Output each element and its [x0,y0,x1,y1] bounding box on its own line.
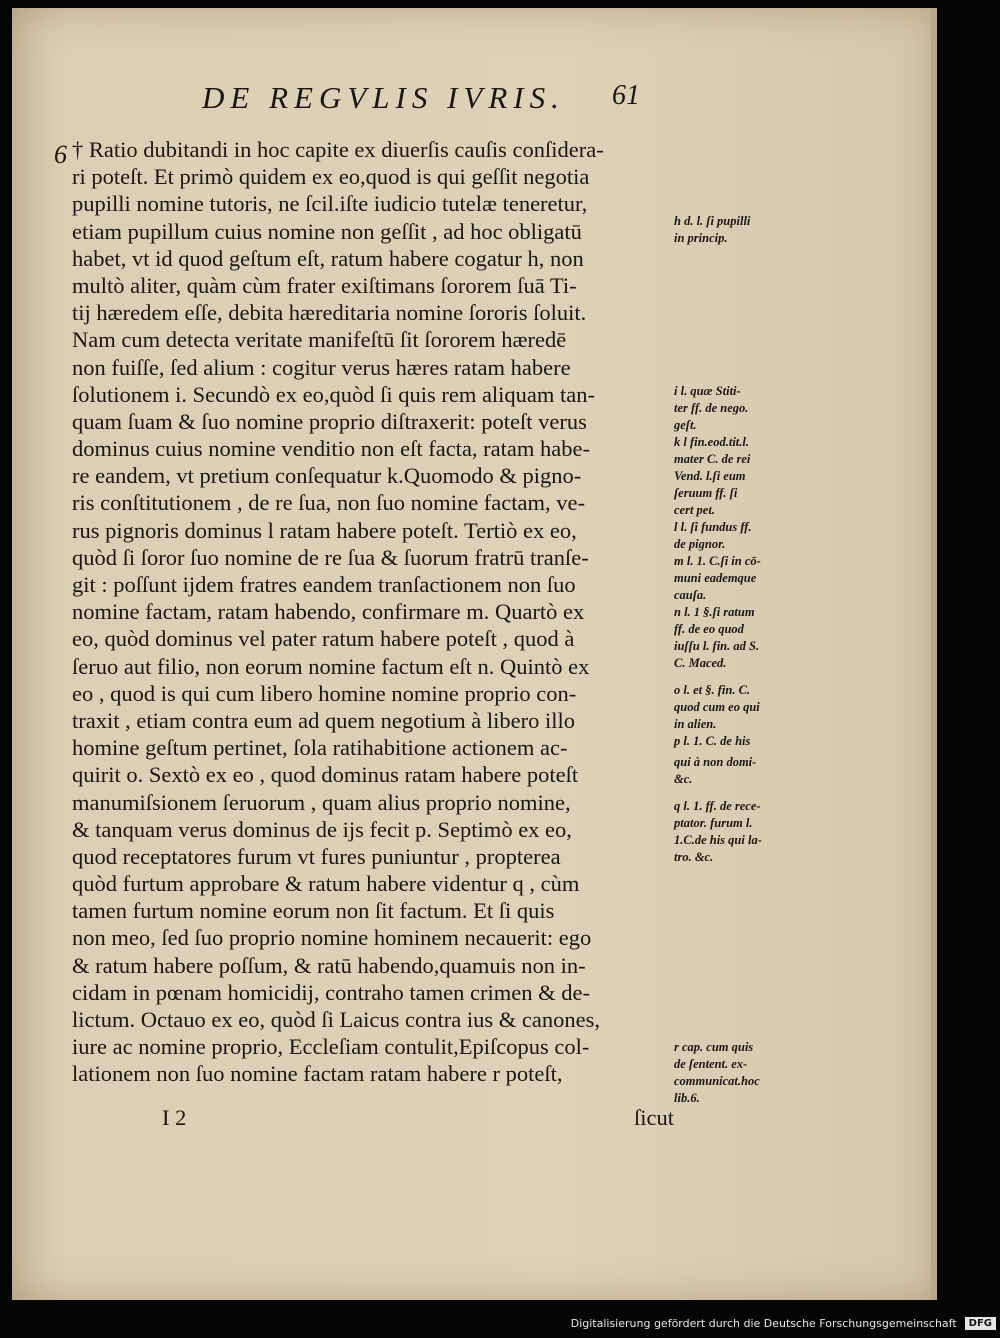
margin-note: Vend. l.ſi eum [674,469,746,483]
page-number: 61 [612,80,640,111]
margin-note: i l. quæ Stiti- [674,384,741,398]
catchword: ſicut [634,1105,674,1130]
page-edge [931,8,937,1300]
text-line: git : poſſunt ijdem fratres eandem tranſactionem non ſuo [72,572,576,597]
text-line: lictum. Octauo ex eo, quòd ſi Laicus contra ius & canones, [72,1007,600,1032]
margin-note: ſeruum ff. ſi [674,486,738,500]
footer-credit: Digitalisierung gefördert durch die Deutsche Forschungsgemeinschaft [570,1316,957,1330]
book-page [12,8,937,1300]
text-line: ſolutionem i. Secundò ex eo,quòd ſi quis rem aliquam tan- [72,381,596,407]
text-line: eo , quod is qui cum libero homine nomine proprio con- [72,680,577,706]
text-line: pupilli nomine tutoris, ne ſcil.iſte iudicio tutelæ teneretur, [72,191,588,217]
margin-note: C. Maced. [674,656,727,670]
margin-note: 1.C.de his qui la- [674,832,762,847]
text-line: cidam in pœnam homicidij, contraho tamen crimen & de- [72,979,590,1005]
text-line: dominus cuius nomine venditio non eſt facta, ratam habe- [72,436,590,462]
margin-note: ptator. furum l. [674,815,753,830]
text-line: ris conſtitutionem , de re ſua, non ſuo nomine factam, ve- [72,490,585,516]
dfg-logo: DFG [965,1317,996,1330]
footer-bar [571,1308,1000,1338]
text-line: ſeruo aut filio, non eorum nomine factum eſt n. Quintò ex [72,653,590,679]
text-line: Nam cum detecta veritate manifeſtū ſit ſororem hæredē [72,327,567,353]
margin-note: q l. 1. ff. de rece- [674,798,761,813]
text-line: quòd furtum approbare & ratum habere videntur q , cùm [72,871,580,897]
text-line: ri poteſt. Et primò quidem ex eo,quod is qui geſſit negotia [72,164,590,190]
margin-note: in alien. [674,717,717,732]
text-line: non fuiſſe, ſed alium : cogitur verus hæres ratam habere [72,354,571,380]
text-line: iure ac nomine proprio, Eccleſiam contulit,Epiſcopus col- [72,1034,590,1060]
margin-note: de pignor. [674,537,726,551]
text-line: nomine factam, ratam habendo, confirmare m. Quartò ex [72,599,585,625]
body-text [72,136,682,1088]
text-line: lationem non ſuo nomine factam ratam habere r poteſt, [72,1061,563,1087]
text-line: eo, quòd dominus vel pater ratum habere poteſt , quod à [72,626,575,652]
margin-note: in princip. [674,231,728,245]
margin-note: mater C. de rei [674,452,751,466]
margin-note: iuſſu l. fin. ad S. [674,639,760,653]
text-line: multò aliter, quàm cùm frater exiſtimans ſororem ſuā Ti- [72,272,577,298]
text-line: etiam pupillum cuius nomine non geſſit , ad hoc obligatū [72,218,582,244]
margin-note: cauſa. [674,588,707,602]
margin-note: quod cum eo qui [674,700,760,715]
margin-note: &c. [674,771,693,786]
margin-note: ff. de eo quod [674,622,744,636]
margin-note: de ſentent. ex- [674,1057,748,1072]
margin-note: p l. 1. C. de his [674,734,751,749]
text-line: manumiſsionem ſeruorum , quam alius proprio nomine, [72,789,571,815]
margin-note: geſt. [674,418,697,432]
margin-note: communicat.hoc [674,1074,760,1089]
margin-note: h d. l. ſi pupilli [674,214,751,228]
section-number: 6 [54,140,67,169]
text-line: quam ſuam & ſuo nomine proprio diſtraxerit: poteſt verus [72,408,587,434]
text-line: † Ratio dubitandi in hoc capite ex diuerſis cauſis conſidera- [72,137,604,162]
margin-note: qui à non domi- [674,754,757,769]
text-line: quirit o. Sextò ex eo , quod dominus ratam habere poteſt [72,762,579,788]
margin-note: r cap. cum quis [674,1040,754,1055]
margin-note: tro. &c. [674,849,714,864]
margin-note: k l fin.eod.tit.l. [674,435,749,449]
text-line: homine geſtum pertinet, ſola ratihabitione actionem ac- [72,735,568,761]
text-line: & ratum habere poſſum, & ratū habendo,quamuis non in- [72,952,586,978]
text-line: rus pignoris dominus l ratam habere poteſt. Tertiò ex eo, [72,517,577,543]
text-line: & tanquam verus dominus de ijs fecit p. Septimò ex eo, [72,816,572,842]
margin-note: n l. 1 §.ſi ratum [674,605,755,619]
margin-note: cert pet. [674,503,715,517]
text-line: tij hæredem eſſe, debita hæreditaria nomine ſororis ſoluit. [72,300,587,326]
margin-note: l l. ſi fundus ff. [674,520,752,534]
text-line: non meo, ſed ſuo proprio nomine hominem necauerit: ego [72,925,592,951]
margin-note: lib.6. [674,1091,700,1106]
text-line: quòd ſi ſoror ſuo nomine de re ſua & ſuorum fratrū tranſe- [72,544,589,570]
text-line: traxit , etiam contra eum ad quem negotium à libero illo [72,707,575,733]
running-head: DE REGVLIS IVRIS. [202,80,565,115]
text-line: tamen furtum nomine eorum non ſit factum. Et ſi quis [72,898,555,924]
margin-note: m l. 1. C.ſi in cō- [674,554,761,568]
signature-mark: I 2 [162,1105,187,1130]
margin-note: o l. et §. fin. C. [674,683,751,698]
margin-note: ter ff. de nego. [674,401,749,415]
text-line: habet, vt id quod geſtum eſt, ratum habere cogatur h, non [72,245,584,271]
text-line: re eandem, vt pretium conſequatur k.Quomodo & pigno- [72,463,582,489]
text-line: quod receptatores furum vt fures puniuntur , propterea [72,843,561,869]
margin-note: muni eademque [674,571,757,585]
